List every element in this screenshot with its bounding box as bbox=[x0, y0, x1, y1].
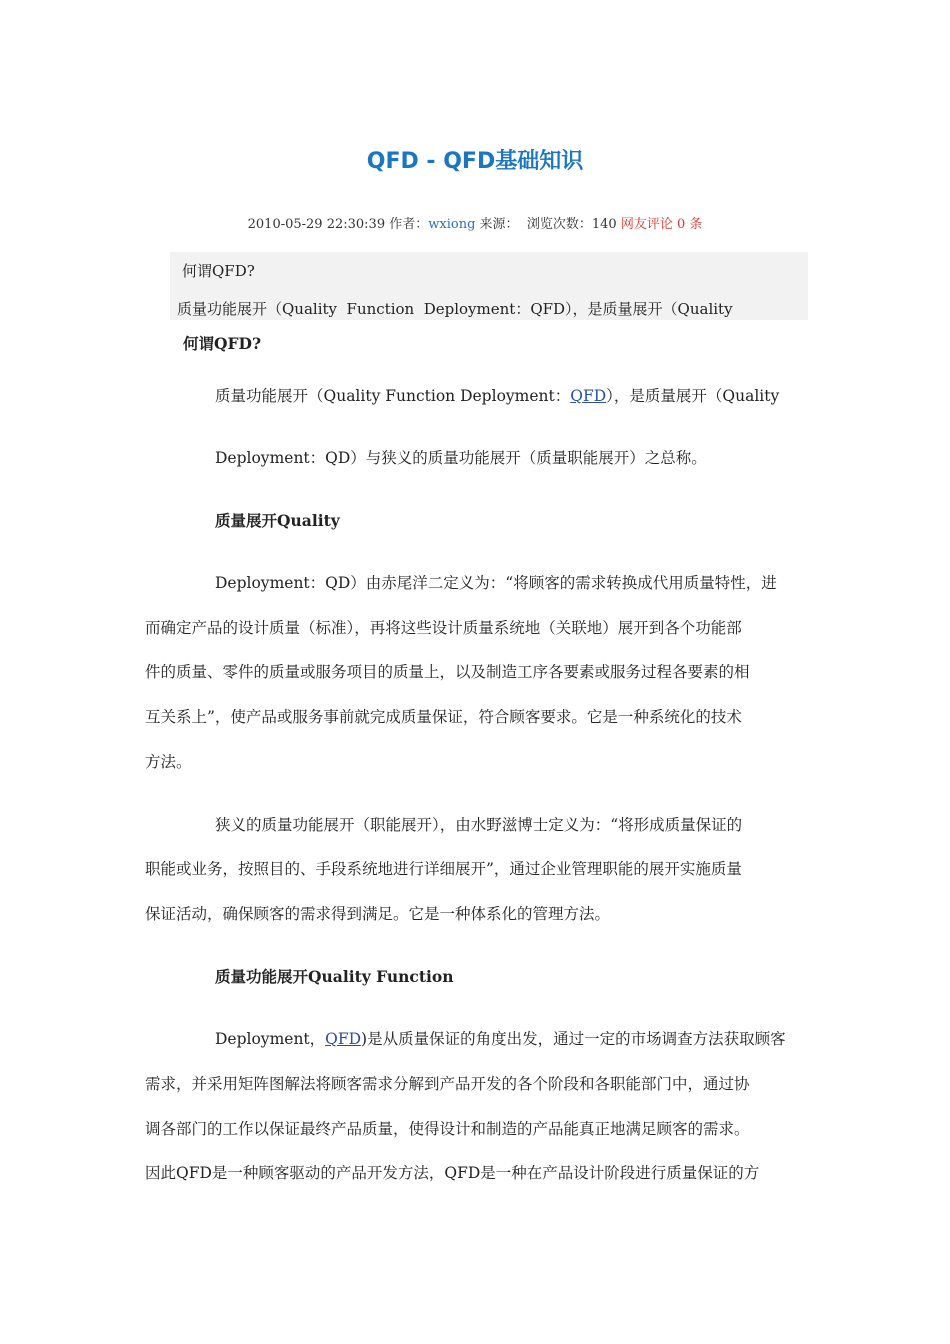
p2-line-2: 而确定产品的设计质量（标准），再将这些设计质量系统地（关联地）展开到各个功能部 bbox=[145, 619, 742, 637]
meta-views-label: 浏览次数： bbox=[526, 217, 592, 232]
summary-box bbox=[170, 252, 808, 320]
qfd-link-2[interactable]: QFD bbox=[325, 1030, 362, 1048]
p1-text-a: 质量功能展开（Quality Function Deployment： bbox=[215, 387, 571, 405]
p1-line-2: Deployment：QD）与狭义的质量功能展开（质量职能展开）之总称。 bbox=[215, 449, 707, 467]
article-title: QFD - QFD基础知识 bbox=[366, 149, 584, 174]
p2-line-4: 互关系上”，使产品或服务事前就完成质量保证，符合顾客要求。它是一种系统化的技术 bbox=[145, 708, 742, 726]
heading-qfd-function: 质量功能展开Quality Function bbox=[215, 967, 454, 986]
heading-what-is-qfd: 何谓QFD? bbox=[183, 334, 262, 353]
p2-line-5: 方法。 bbox=[145, 753, 192, 771]
p1-text-b: ），是质量展开（Quality bbox=[606, 387, 780, 405]
p4-line-4: 因此QFD是一种顾客驱动的产品开发方法，QFD是一种在产品设计阶段进行质量保证的方 bbox=[145, 1164, 760, 1182]
p3-line-2: 职能或业务，按照目的、手段系统地进行详细展开”，通过企业管理职能的展开实施质量 bbox=[145, 860, 742, 878]
meta-source-label: 来源： bbox=[479, 217, 519, 232]
p4-line-3: 调各部门的工作以保证最终产品质量，使得设计和制造的产品能真正地满足顾客的需求。 bbox=[145, 1120, 750, 1138]
meta-author-link[interactable]: wxiong bbox=[428, 217, 476, 232]
p2-line-1: Deployment：QD）由赤尾洋二定义为：“将顾客的需求转换成代用质量特性，进 bbox=[215, 574, 777, 592]
meta-views-count: 140 bbox=[591, 217, 617, 232]
p4-text-a: Deployment， bbox=[215, 1030, 326, 1048]
p3-line-1: 狭义的质量功能展开（职能展开），由水野滋博士定义为：“将形成质量保证的 bbox=[215, 816, 743, 834]
heading-quality-deployment: 质量展开Quality bbox=[215, 511, 340, 530]
article-meta bbox=[0, 213, 950, 232]
p4-line-2: 需求，并采用矩阵图解法将顾客需求分解到产品开发的各个阶段和各职能部门中，通过协 bbox=[145, 1075, 750, 1093]
meta-datetime: 2010-05-29 22:30:39 bbox=[247, 217, 386, 232]
meta-comments-link[interactable]: 网友评论 0 条 bbox=[620, 217, 703, 232]
summary-line-1: 何谓QFD? bbox=[182, 262, 255, 280]
p3-line-3: 保证活动，确保顾客的需求得到满足。它是一种体系化的管理方法。 bbox=[145, 905, 611, 923]
qfd-link-1[interactable]: QFD bbox=[570, 387, 607, 405]
p2-line-3: 件的质量、零件的质量或服务项目的质量上，以及制造工序各要素或服务过程各要素的相 bbox=[145, 663, 750, 681]
p4-text-b: )是从质量保证的角度出发，通过一定的市场调查方法获取顾客 bbox=[361, 1030, 786, 1048]
p4-line-1 bbox=[215, 1027, 786, 1049]
meta-author-label: 作者： bbox=[389, 217, 429, 232]
summary-line-2: 质量功能展开（Quality Function Deployment：QFD），是质量展开（Quality bbox=[177, 300, 733, 318]
p1-line-1 bbox=[215, 384, 779, 406]
